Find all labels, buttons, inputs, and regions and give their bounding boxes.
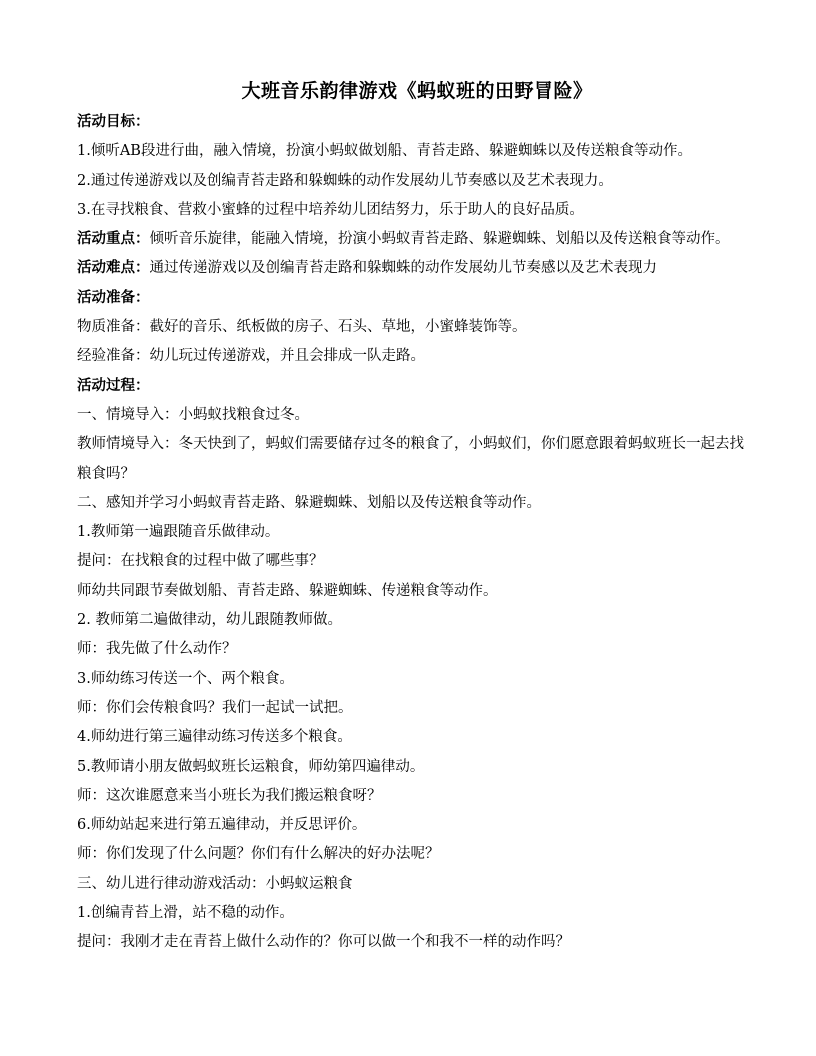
line-text: 5.教师请小朋友做蚂蚁班长运粮食，师幼第四遍律动。	[77, 758, 425, 775]
document-title: 大班音乐韵律游戏《蚂蚁班的田野冒险》	[241, 80, 593, 102]
line-text: 1.教师第一遍跟随音乐做律动。	[77, 524, 280, 541]
document-line	[77, 547, 757, 576]
document-line	[77, 401, 757, 430]
line-text: 1.倾听AB段进行曲，融入情境，扮演小蚂蚁做划船、青苔走路、躲避蜘蛛以及传送粮食等动作。	[77, 143, 692, 160]
line-text: 6.师幼站起来进行第五遍律动，并反思评价。	[77, 817, 367, 834]
line-text: 提问：在找粮食的过程中做了哪些事？	[77, 553, 324, 570]
document-line	[77, 137, 757, 166]
document-line	[77, 694, 757, 723]
document-line	[77, 577, 757, 606]
line-text: 3.在寻找粮食、营救小蜜蜂的过程中培养幼儿团结努力，乐于助人的良好品质。	[77, 201, 584, 218]
section-label: 活动目标：	[77, 114, 150, 130]
document-line	[77, 899, 757, 928]
document-line	[77, 635, 757, 664]
document-line	[77, 430, 757, 489]
document-line	[77, 342, 757, 371]
line-text: 提问：我刚才走在青苔上做什么动作的？你可以做一个和我不一样的动作吗？	[77, 934, 570, 951]
line-text: 师：你们发现了什么问题？你们有什么解决的好办法呢？	[77, 846, 440, 863]
document-body	[77, 108, 757, 958]
document-page	[77, 76, 757, 958]
document-line	[77, 313, 757, 342]
section-label: 活动准备：	[77, 289, 150, 306]
line-text: 一、情境导入：小蚂蚁找粮食过冬。	[77, 406, 309, 423]
line-text: 4.师幼进行第三遍律动练习传送多个粮食。	[77, 729, 352, 746]
line-text: 2. 教师第二遍做律动，幼儿跟随教师做。	[77, 612, 342, 629]
line-text: 物质准备：截好的音乐、纸板做的房子、石头、草地，小蜜蜂装饰等。	[77, 319, 527, 336]
line-text: 教师情境导入：冬天快到了，蚂蚁们需要储存过冬的粮食了，小蚂蚁们，你们愿意跟着蚂蚁班长一起去找粮食吗？	[77, 436, 744, 482]
document-line	[77, 723, 757, 752]
document-line	[77, 870, 757, 899]
line-text: 2.通过传递游戏以及创编青苔走路和躲蜘蛛的动作发展幼儿节奏感以及艺术表现力。	[77, 172, 613, 189]
section-label: 活动重点：	[77, 231, 150, 248]
section-label: 活动难点：	[77, 260, 150, 277]
document-line	[77, 196, 757, 225]
line-text: 三、幼儿进行律动游戏活动：小蚂蚁运粮食	[77, 875, 353, 892]
document-line	[77, 928, 757, 957]
section-label: 活动过程：	[77, 377, 150, 394]
document-line	[77, 840, 757, 869]
document-line	[77, 225, 757, 254]
document-line	[77, 489, 757, 518]
document-line	[77, 518, 757, 547]
document-line	[77, 782, 757, 811]
line-text: 师幼共同跟节奏做划船、青苔走路、躲避蜘蛛、传递粮食等动作。	[77, 582, 498, 599]
document-line	[77, 753, 757, 782]
line-text: 师：我先做了什么动作？	[77, 641, 237, 658]
line-text: 1.创编青苔上滑，站不稳的动作。	[77, 905, 294, 922]
line-text: 经验准备：幼儿玩过传递游戏，并且会排成一队走路。	[77, 348, 425, 365]
line-text: 通过传递游戏以及创编青苔走路和躲蜘蛛的动作发展幼儿节奏感以及艺术表现力	[149, 260, 657, 277]
document-line	[77, 665, 757, 694]
document-line	[77, 811, 757, 840]
line-text: 师：这次谁愿意来当小班长为我们搬运粮食呀？	[77, 787, 382, 804]
document-line	[77, 606, 757, 635]
document-line	[77, 167, 757, 196]
document-line	[77, 108, 757, 137]
document-line	[77, 372, 757, 401]
document-line	[77, 254, 757, 283]
line-text: 倾听音乐旋律，能融入情境，扮演小蚂蚁青苔走路、躲避蜘蛛、划船以及传送粮食等动作。	[149, 231, 730, 248]
line-text: 3.师幼练习传送一个、两个粮食。	[77, 670, 294, 687]
document-line	[77, 284, 757, 313]
line-text: 师：你们会传粮食吗？我们一起试一试把。	[77, 699, 353, 716]
line-text: 二、感知并学习小蚂蚁青苔走路、躲避蜘蛛、划船以及传送粮食等动作。	[77, 494, 541, 511]
